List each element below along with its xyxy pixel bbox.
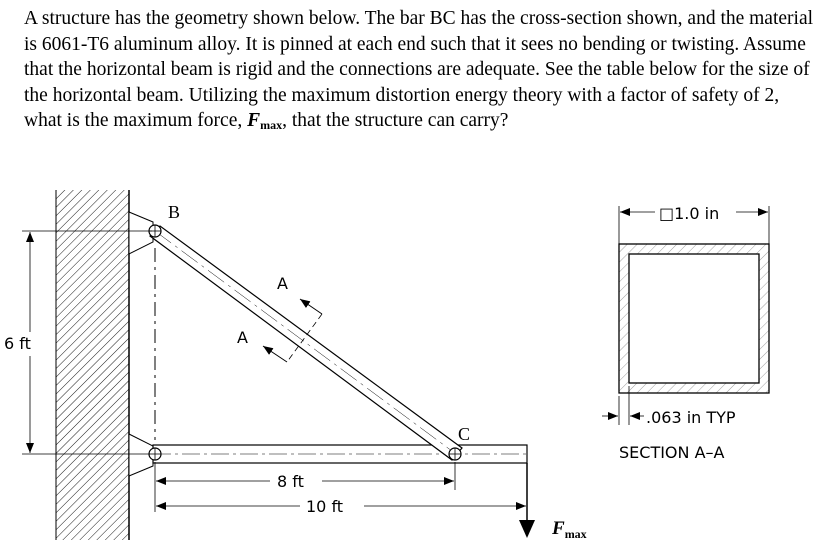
problem-text-main: A structure has the geometry shown below. The bar BC has the cross-section shown, and the material is 6061-T6 aluminum alloy. It is pinned at each end such that it sees no bending or twisting. Assume that the horizontal beam is rigid and the connections are adequate. See the table below for the size of the horizontal beam. Utilizing the maximum distortion energy theory with a factor of safety of 2, what is the maximum force, <box>24 8 814 131</box>
section-thickness-dim: .063 in TYP <box>646 408 736 427</box>
section-mark-upper: A <box>277 274 288 293</box>
section-title: SECTION A–A <box>619 443 725 462</box>
cross-section-view <box>602 206 769 425</box>
force-arrow <box>519 463 535 538</box>
dim-8ft-label: 8 ft <box>277 472 304 491</box>
problem-text-end: , that the structure can carry? <box>282 110 509 131</box>
horizontal-beam <box>153 445 527 463</box>
dim-10ft-label: 10 ft <box>306 497 344 516</box>
pin-wall-bottom <box>149 448 161 460</box>
label-c: C <box>458 424 471 444</box>
height-dim-label: 6 ft <box>4 334 31 353</box>
wall <box>56 190 129 540</box>
section-width-dim: □1.0 in <box>659 204 720 223</box>
force-label: $F_{max}$ <box>552 518 587 541</box>
label-b: B <box>168 202 181 222</box>
force-symbol: $F_{max}$ <box>247 110 283 132</box>
section-mark-lower: A <box>237 328 248 347</box>
pin-c <box>449 448 461 460</box>
bar-bc <box>150 226 462 460</box>
